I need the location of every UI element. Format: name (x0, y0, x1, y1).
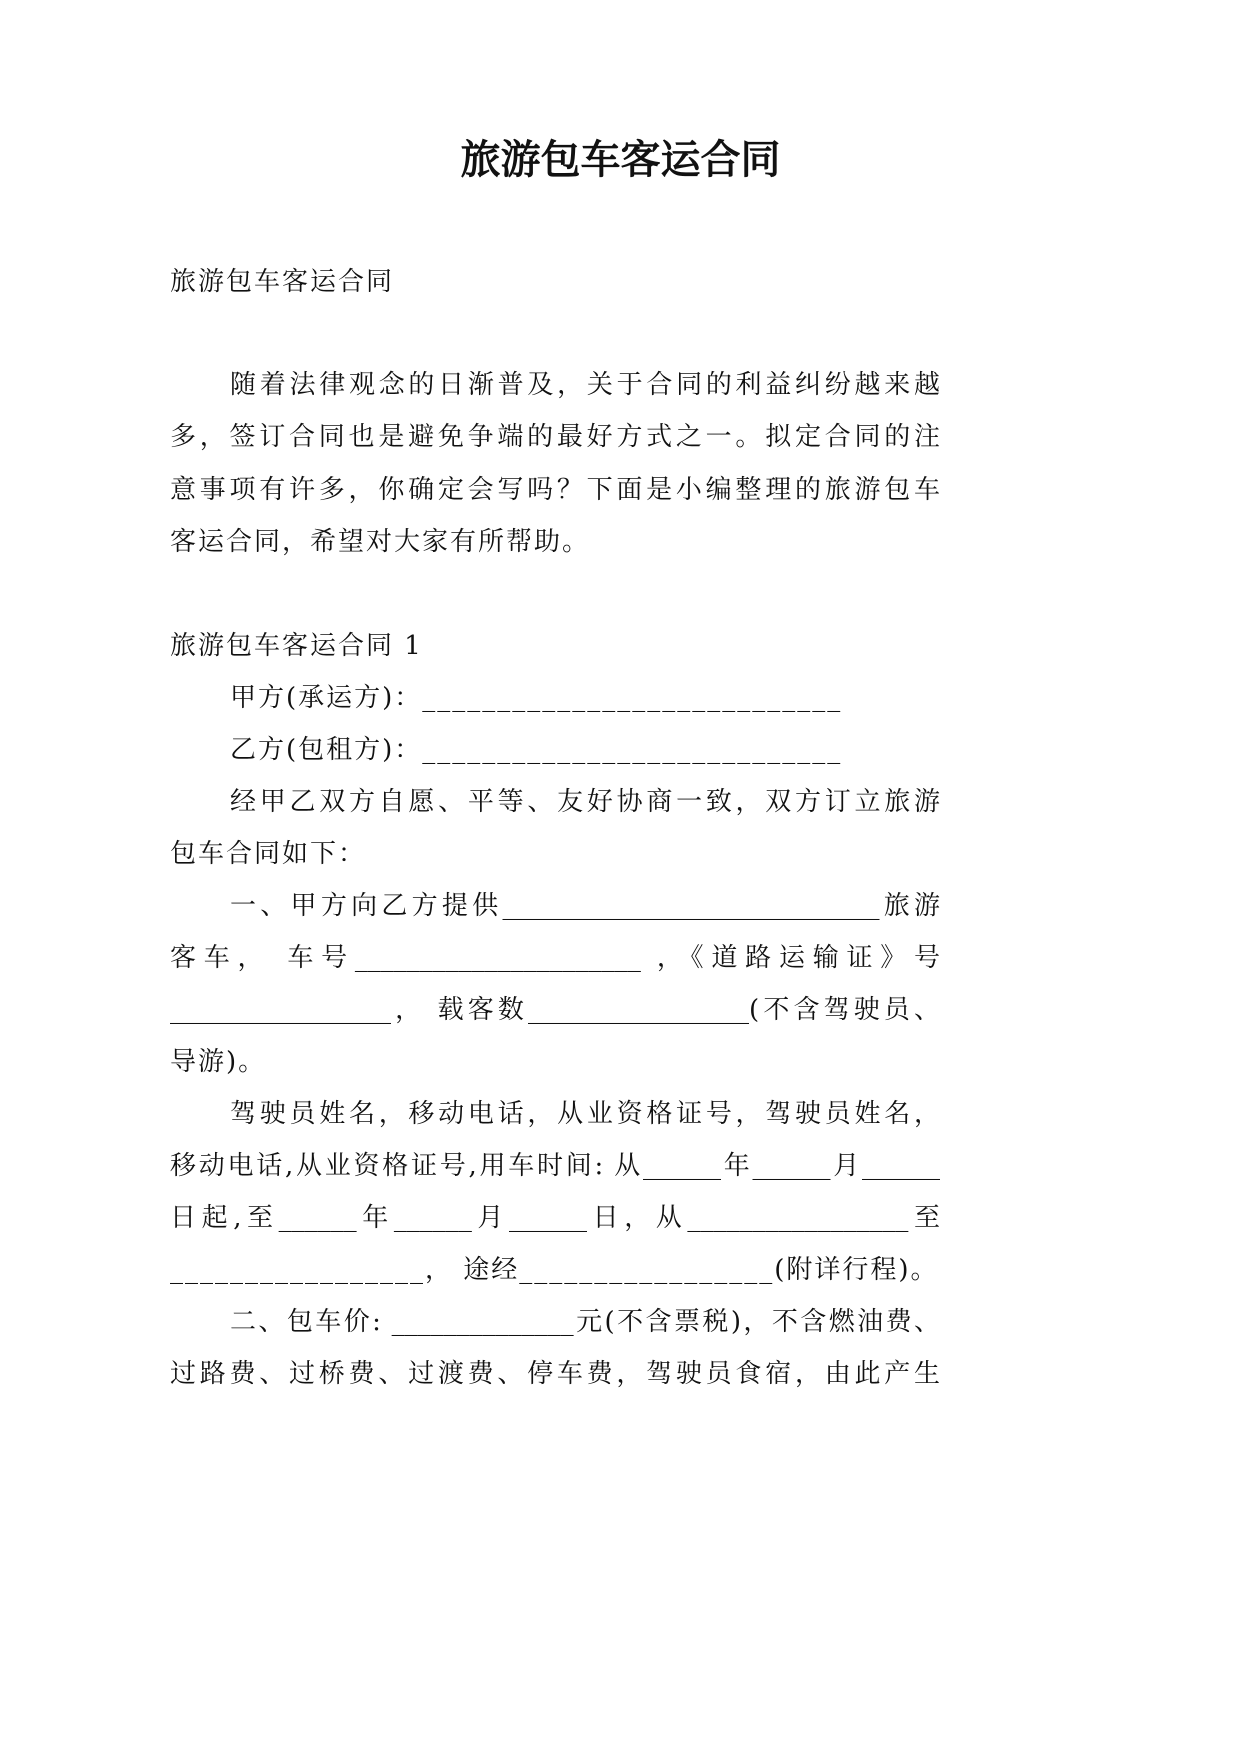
clause-1-line: 一、甲方向乙方提供_____________________________旅游 (230, 891, 940, 921)
body-line: 包车合同如下： (170, 839, 367, 869)
section-heading: 旅游包车客运合同 1 (170, 631, 423, 661)
driver-line: 驾驶员姓名，移动电话，从业资格证号，驾驶员姓名， (230, 1099, 940, 1129)
intro-line: 客运合同，希望对大家有所帮助。 (170, 527, 591, 557)
driver-line: 日起,至______年______月______日，从_________________至 (170, 1203, 940, 1233)
clause-2-line: 二、包车价: ______________元(不含票税)，不含燃油费、 (230, 1307, 940, 1337)
clause-2-line: 过路费、过桥费、过渡费、停车费，驾驶员食宿，由此产生 (170, 1359, 940, 1389)
clause-1-line: 导游)。 (170, 1047, 267, 1077)
driver-line: _________________， 途经_________________(附详行程)。 (170, 1255, 939, 1285)
intro-line: 意事项有许多，你确定会写吗？下面是小编整理的旅游包车 (170, 475, 940, 505)
document-title: 旅游包车客运合同 (460, 136, 781, 183)
intro-line: 多，签订合同也是避免争端的最好方式之一。拟定合同的注 (170, 422, 940, 452)
intro-line: 随着法律观念的日渐普及，关于合同的利益纠纷越来越 (230, 370, 940, 400)
clause-1-line: _________________， 载客数_________________(不含驾驶员、 (170, 995, 940, 1025)
party-b-line: 乙方(包租方)：____________________________ (230, 735, 843, 765)
document-subtitle: 旅游包车客运合同 (170, 267, 395, 297)
clause-1-line: 客车， 车号______________________ ，《道路运输证》号 (170, 943, 940, 973)
driver-line: 移动电话,从业资格证号,用车时间: 从______年______月______ (170, 1151, 940, 1181)
body-line: 经甲乙双方自愿、平等、友好协商一致，双方订立旅游 (230, 787, 940, 817)
party-a-line: 甲方(承运方)：____________________________ (230, 683, 843, 713)
